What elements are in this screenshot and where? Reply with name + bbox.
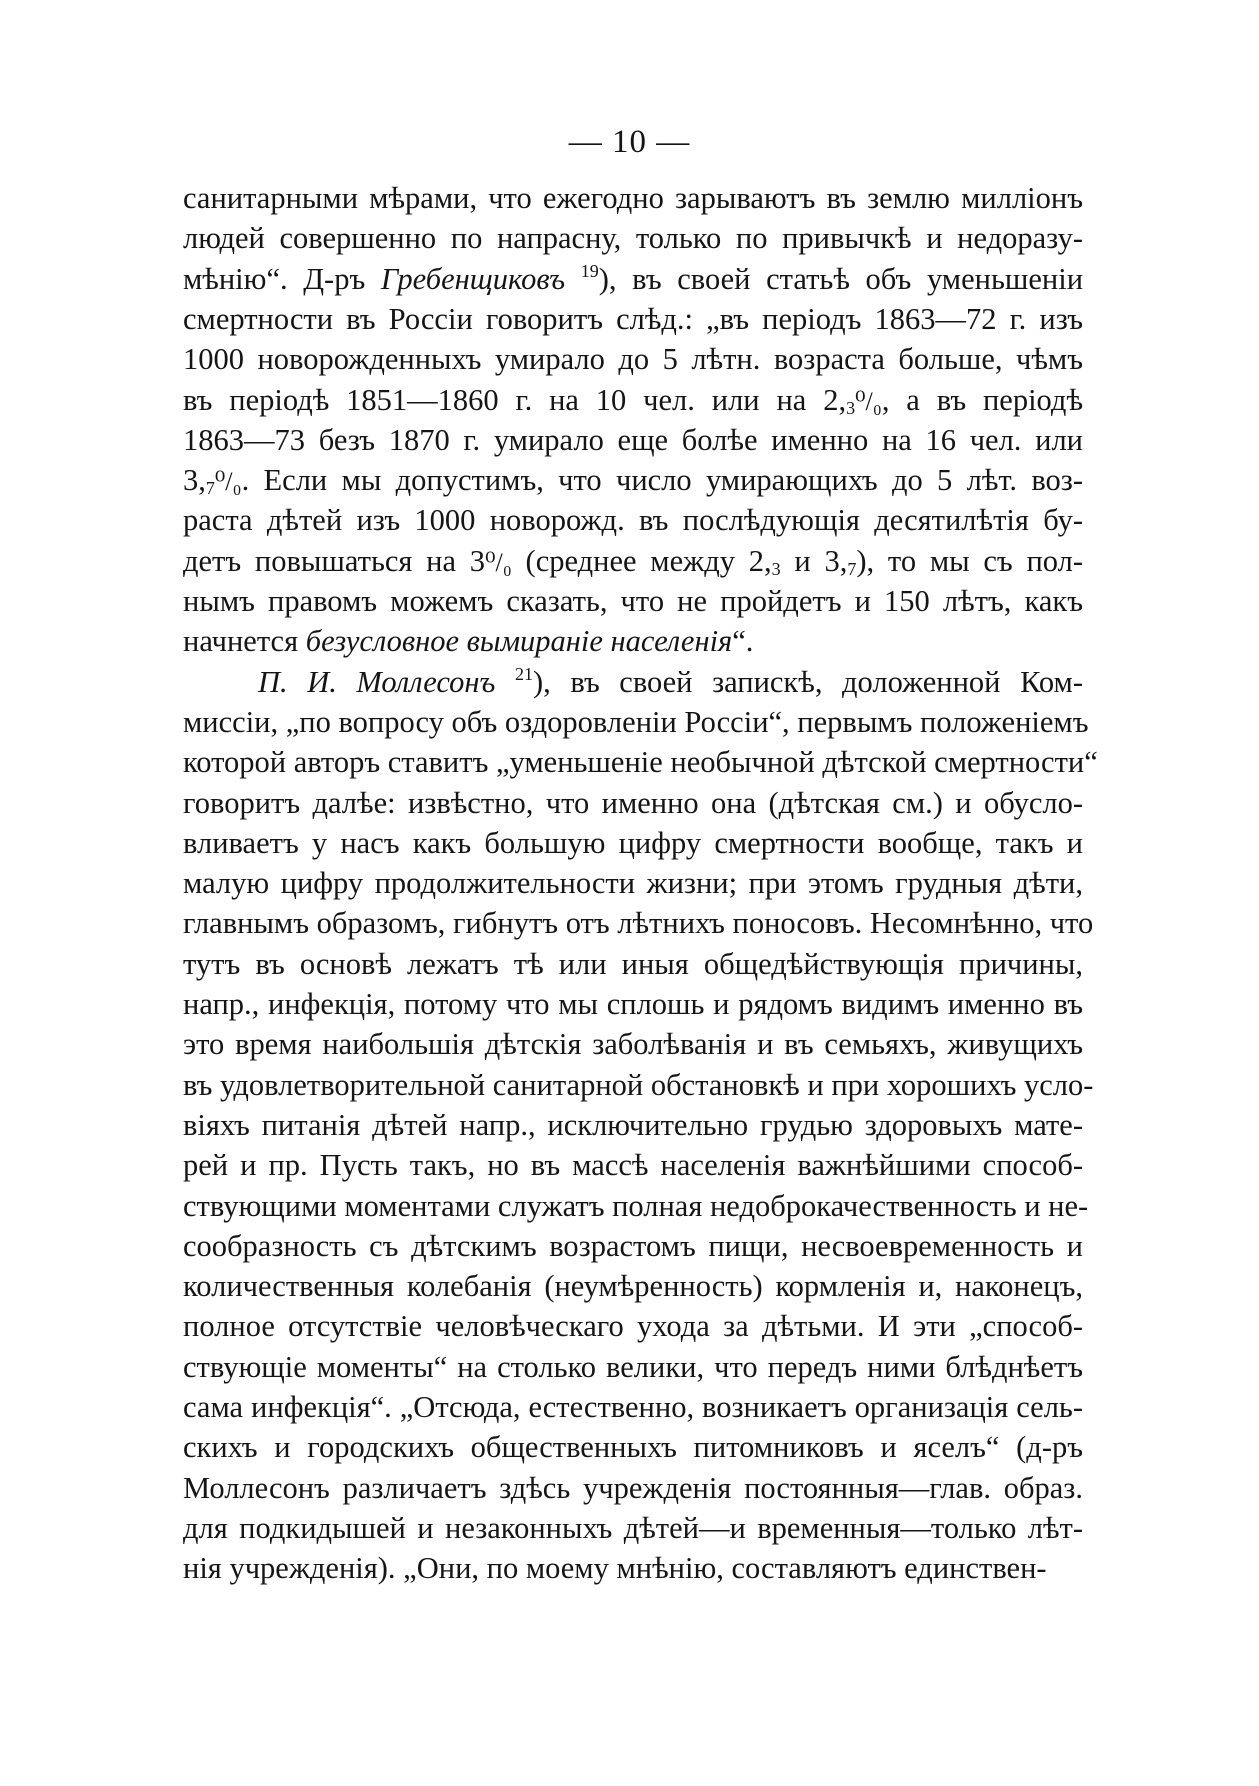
text-line: 1000 новорожденныхъ умирало до 5 лѣтн. возраста больше, чѣмъ bbox=[183, 342, 1083, 376]
text-line: віяхъ питанія дѣтей напр., исключительно грудью здоровыхъ мате- bbox=[183, 1108, 1083, 1142]
percent-sign: ⁰/₀ bbox=[214, 467, 242, 496]
text-line: сама инфекція“. „Отсюда, естественно, возникаетъ организація сель- bbox=[183, 1390, 1083, 1424]
text-line: количественныя колебанія (неумѣренность) кормленія и, наконецъ, bbox=[183, 1269, 1083, 1303]
text-line: вливаетъ у насъ какъ большую цифру смертности вообще, такъ и bbox=[183, 826, 1083, 860]
text-line: это время наибольшія дѣтскія заболѣванія и въ семьяхъ, живущихъ bbox=[183, 1027, 1083, 1061]
text-line: людей совершенно по напрасну, только по привычкѣ и недоразу- bbox=[183, 221, 1083, 255]
decimal-subscript: 7 bbox=[847, 559, 857, 579]
percent-sign: ⁰/₀ bbox=[485, 548, 512, 577]
text-line: мѣнію“. Д-ръ Гребенщиковъ $^{19}$), въ своей статьѣ объ уменьшеніи bbox=[183, 261, 1084, 296]
text-line: 1863—73 безъ 1870 г. умирало еще болѣе именно на 16 чел. или bbox=[183, 423, 1083, 457]
text-line: ствующими моментами служатъ полная недоброкачественность и не- bbox=[183, 1189, 1089, 1223]
text-line: $3,_7^0/_0$. Если мы допустимъ, что число умирающихъ до 5 лѣт. воз- bbox=[183, 463, 1083, 498]
text-line: рей и пр. Пусть такъ, но въ массѣ населенія важнѣйшими способ- bbox=[183, 1148, 1083, 1182]
text-line: санитарными мѣрами, что ежегодно зарываютъ въ землю милліонъ bbox=[183, 181, 1083, 215]
text-line: смертности въ Россіи говоритъ слѣд.: „въ періодъ 1863—72 г. изъ bbox=[183, 302, 1083, 336]
italic-name: Гребенщиковъ bbox=[380, 262, 566, 296]
text-line: говоритъ далѣе: извѣстно, что именно она (дѣтская см.) и обусло- bbox=[183, 786, 1083, 820]
footnote-ref: 21 bbox=[514, 664, 533, 684]
text-line: нія учрежденія). „Они, по моему мнѣнію, составляютъ единствен- bbox=[183, 1551, 1047, 1585]
page-number: — 10 — bbox=[568, 124, 691, 160]
text-line: Моллесонъ различаетъ здѣсь учрежденія постоянныя—глав. образ. bbox=[183, 1471, 1083, 1505]
text-line: въ періодѣ 1851—1860 г. на 10 чел. или на $2,_3^0/_0$, а въ періодѣ bbox=[183, 383, 1084, 418]
text-line: сообразность съ дѣтскимъ возрастомъ пищи, несвоевременность и bbox=[183, 1229, 1083, 1263]
text-line: миссіи, „по вопросу объ оздоровленіи Россіи“, первымъ положеніемъ bbox=[183, 705, 1089, 739]
text-line: скихъ и городскихъ общественныхъ питомниковъ и яселъ“ (д-ръ bbox=[183, 1430, 1083, 1464]
footnote-ref: 19 bbox=[580, 261, 599, 281]
text-line: детъ повышаться на 3⁰/₀ (среднее между $2,_3$ и $3,_7$), то мы съ пол- bbox=[183, 544, 1083, 579]
percent-sign: ⁰/₀ bbox=[855, 387, 882, 416]
text-line: малую цифру продолжительности жизни; при этомъ грудныя дѣти, bbox=[183, 866, 1083, 900]
text-line: ствующіе моменты“ на столько велики, что передъ ними блѣднѣетъ bbox=[183, 1350, 1083, 1384]
text-line: нымъ правомъ можемъ сказать, что не пройдетъ и 150 лѣтъ, какъ bbox=[183, 584, 1083, 618]
decimal-subscript: 7 bbox=[205, 478, 215, 498]
text-line: раста дѣтей изъ 1000 новорожд. въ послѣдующія десятилѣтія бу- bbox=[183, 503, 1083, 537]
text-line: полное отсутствіе человѣческаго ухода за дѣтьми. И эти „способ- bbox=[183, 1309, 1083, 1343]
text-line: начнется безусловное вымираніе населенія“. bbox=[183, 624, 754, 658]
text-line: которой авторъ ставитъ „уменьшеніе необычной дѣтской смертности“ bbox=[183, 745, 1098, 779]
italic-name: П. И. Моллесонъ bbox=[258, 665, 496, 699]
text-line: напр., инфекція, потому что мы сплошь и рядомъ видимъ именно въ bbox=[183, 987, 1083, 1021]
text-line: главнымъ образомъ, гибнутъ отъ лѣтнихъ поносовъ. Несомнѣнно, что bbox=[183, 906, 1094, 940]
text-line: тутъ въ основѣ лежатъ тѣ или иныя общедѣйствующія причины, bbox=[183, 947, 1083, 981]
italic-name: безусловное вымираніе населенія bbox=[305, 624, 733, 658]
decimal-subscript: 3 bbox=[846, 398, 856, 418]
text-line: въ удовлетворительной санитарной обстановкѣ и при хорошихъ усло- bbox=[183, 1068, 1094, 1102]
decimal-subscript: 3 bbox=[771, 559, 781, 579]
text-line: П. И. Моллесонъ $^{21}$), въ своей запискѣ, доложенной Ком- bbox=[258, 664, 1084, 699]
text-line: для подкидышей и незаконныхъ дѣтей—и временныя—только лѣт- bbox=[183, 1511, 1083, 1545]
